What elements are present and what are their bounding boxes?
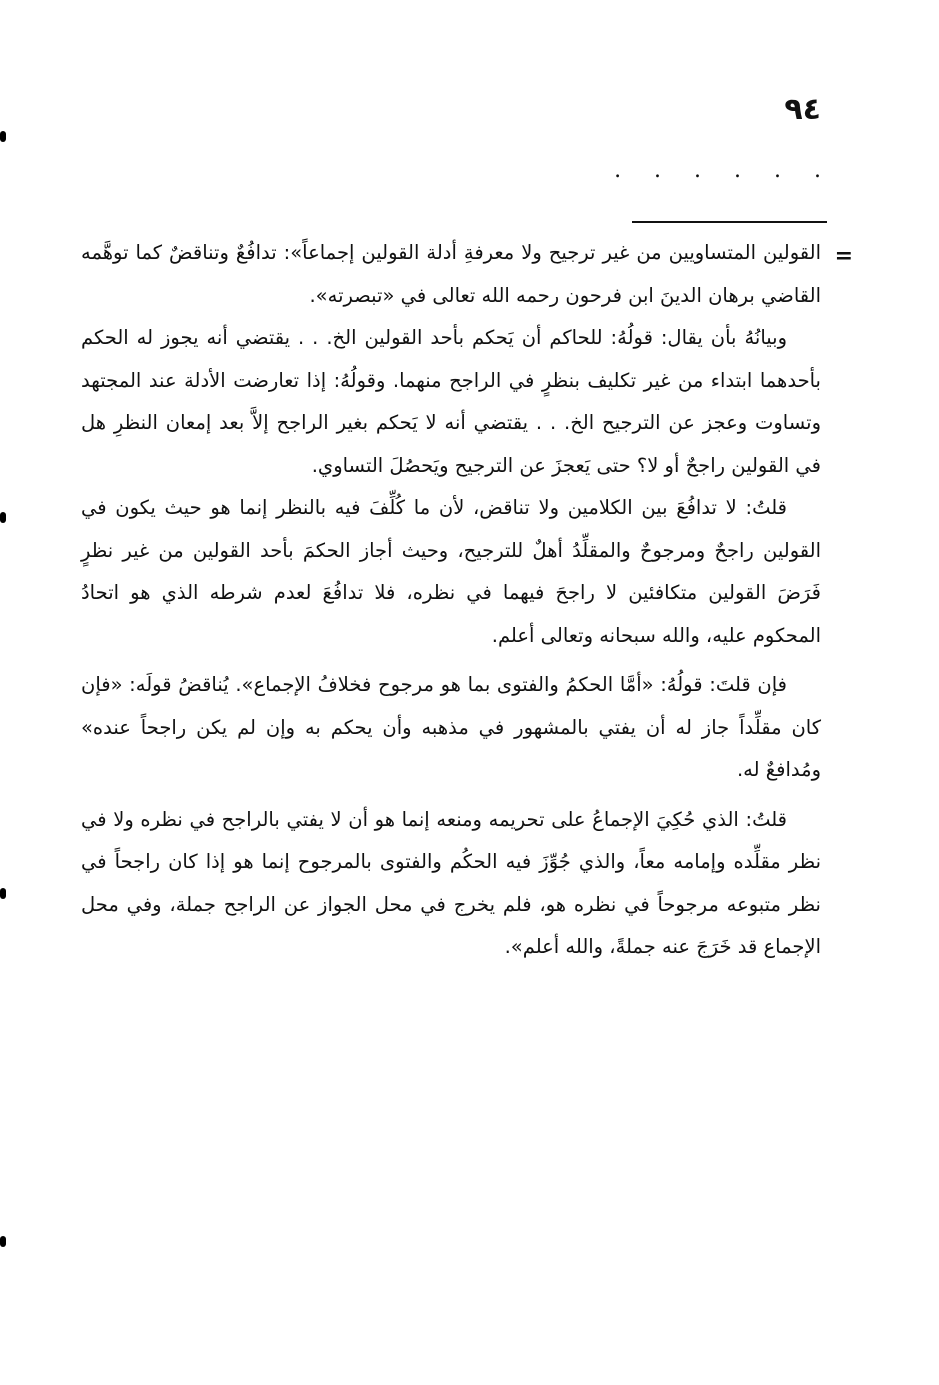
paragraph-4: فإن قلتَ: قولُهُ: «أمَّا الحكمُ والفتوى بما هو مرجوح فخلافُ الإجماع». يُناقضُ قولَه: «فإن كان مقلِّداً جاز له أن يفتي بالمشهور في مذهبه وأن يحكم به وإن لم يكن راجحاً عنده» ومُدافعٌ له. [81,673,821,781]
paragraph-2: وبيانُهُ بأن يقال: قولُهُ: للحاكم أن يَحكم بأحد القولين الخ. . . يقتضي أنه يجوز له الحكم بأحدهما ابتداء من غير تكليف بنظرٍ في الراجح منهما. وقولُهُ: إذا تعارضت الأدلة عند المجتهد وتساوت وعجز عن الترجيح الخ. . . يقتضي أنه لا يَحكم بغير الراجح إلاَّ بعد إمعان النظرِ هل في القولين راجحٌ أو لا؟ حتى يَعجزَ عن الترجيح ويَحصُلَ التساوي. [81,326,821,477]
scan-margin-mark [0,512,6,523]
footnote-text-body [81,232,821,969]
scan-margin-mark [0,888,6,899]
header-dots: . . . . . . [614,158,821,183]
page-number: ٩٤ [784,92,821,127]
scan-margin-mark [0,131,6,142]
paragraph-3: قلتُ: لا تدافُعَ بين الكلامين ولا تناقض، لأن ما كُلِّفَ فيه بالنظر إنما هو حيث يكون في القولين راجحٌ ومرجوحٌ والمقلِّدُ أهلٌ للترجيح، وحيث أجاز الحكمَ بأحد القولين من غير نظرٍ فَرَضَ القولين متكافئين لا راجحَ فيهما في نظره، فلا تدافُعَ لعدم شرطه الذي هو اتحادُ المحكوم عليه، والله سبحانه وتعالى أعلم. [81,496,821,647]
paragraph-1: القولين المتساويين من غير ترجيح ولا معرفةِ أدلة القولين إجماعاً»: تدافُعٌ وتناقضٌ كما توهَّمه القاضي برهان الدينَ ابن فرحون رحمه الله تعالى في «تبصرته». [81,241,821,307]
paragraph-5: قلتُ: الذي حُكِيَ الإجماعُ على تحريمه ومنعه إنما هو أن لا يفتي بالراجح في نظره ولا في نظر مقلِّده وإمامه معاً، والذي جُوِّزَ فيه الحكُم والفتوى بالمرجوح إنما هو إذا كان راجحاً في نظر متبوعه مرجوحاً في نظره هو، فلم يخرج في محل الجواز عن الراجح جملة، وفي محل الإجماع قد خَرَجَ عنه جملةً، والله أعلم». [81,807,821,958]
footnote-separator-rule [632,221,827,223]
scan-margin-mark [0,1236,6,1247]
continuation-mark: = [834,243,853,269]
